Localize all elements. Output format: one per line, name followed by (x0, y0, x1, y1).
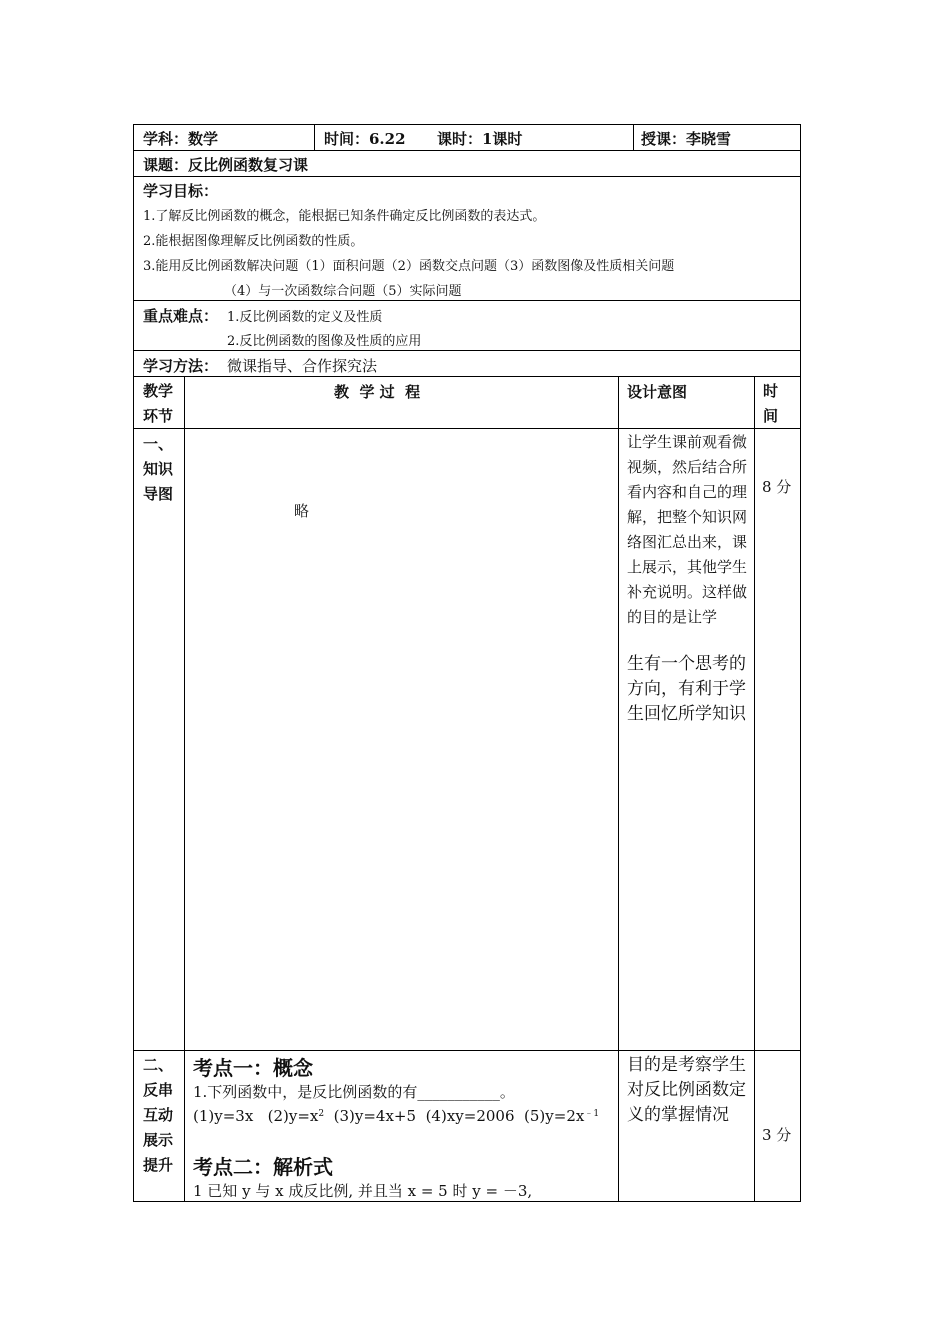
goal-item: （4）与一次函数综合问题（5）实际问题 (224, 284, 462, 299)
knowledge-map-placeholder: 略 (294, 502, 310, 520)
stage-1-time: 8 分 (762, 478, 792, 496)
stage-1-intent: 让学生课前观看微视频，然后结合所看内容和自己的理解，把整个知识网络图汇总出来，课上展示，其他学生补充说明。这样做的目的是让学 (627, 433, 748, 626)
column-divider (754, 376, 755, 1202)
stage-1-intent-continued: 生有一个思考的方向，有利于学生回忆所学知识 (627, 654, 746, 724)
row-divider (133, 350, 801, 351)
stage-2-intent: 目的是考察学生对反比例函数定义的掌握情况 (627, 1055, 746, 1125)
period-label: 课时：1课时 (437, 130, 523, 148)
exam-point-2-heading: 考点二：解析式 (193, 1155, 333, 1179)
row-divider (133, 1050, 801, 1051)
keypoints-label: 重点难点： (143, 307, 219, 325)
row-divider (133, 150, 801, 151)
goal-item: 2.能根据图像理解反比例函数的性质。 (143, 234, 364, 249)
topic-title: 课题：反比例函数复习课 (143, 156, 309, 174)
stage-2-time: 3 分 (762, 1126, 792, 1144)
intent-column-header: 设计意图 (627, 383, 688, 401)
goals-heading: 学习目标： (143, 182, 219, 200)
column-divider (184, 376, 185, 1202)
keypoint-item: 2.反比例函数的图像及性质的应用 (227, 334, 422, 349)
process-column-header: 教 学 过 程 (334, 383, 421, 401)
row-divider (133, 300, 801, 301)
row-divider (133, 376, 801, 377)
method-value: 微课指导、合作探究法 (227, 357, 378, 375)
time-column-header: 时 间 (763, 382, 779, 425)
question-1-options: (1)y=3x $(2)y=x^2$ (3)y=4x+5 (4)xy=2006 $(5)y=2x^{﹣1}$ (193, 1107, 600, 1125)
stage-column-header: 教学 环节 (143, 382, 174, 425)
question-2: 1 已知 y 与 x 成反比例, 并且当 x = 5 时 y = －3, (193, 1182, 533, 1200)
time-label: 时间：6.22 (324, 130, 406, 148)
exam-point-1-heading: 考点一：概念 (193, 1056, 313, 1080)
keypoint-item: 1.反比例函数的定义及性质 (227, 310, 383, 325)
method-label: 学习方法： (143, 357, 219, 375)
column-divider (633, 124, 634, 150)
column-divider (314, 124, 315, 150)
column-divider (618, 376, 619, 1202)
subject-label: 学科：数学 (143, 130, 219, 148)
question-1: 1.下列函数中，是反比例函数的有___________。 (193, 1083, 515, 1101)
goal-item: 3.能用反比例函数解决问题（1）面积问题（2）函数交点问题（3）函数图像及性质相关问题 (143, 259, 675, 274)
row-divider (133, 428, 801, 429)
teacher-label: 授课：李晓雪 (641, 130, 732, 148)
goal-item: 1.了解反比例函数的概念，能根据已知条件确定反比例函数的表达式。 (143, 209, 546, 224)
row-divider (133, 176, 801, 177)
stage-2-label: 二、 反串 互动 展示 提升 (143, 1056, 174, 1174)
stage-1-label: 一、 知识 导图 (143, 435, 174, 503)
